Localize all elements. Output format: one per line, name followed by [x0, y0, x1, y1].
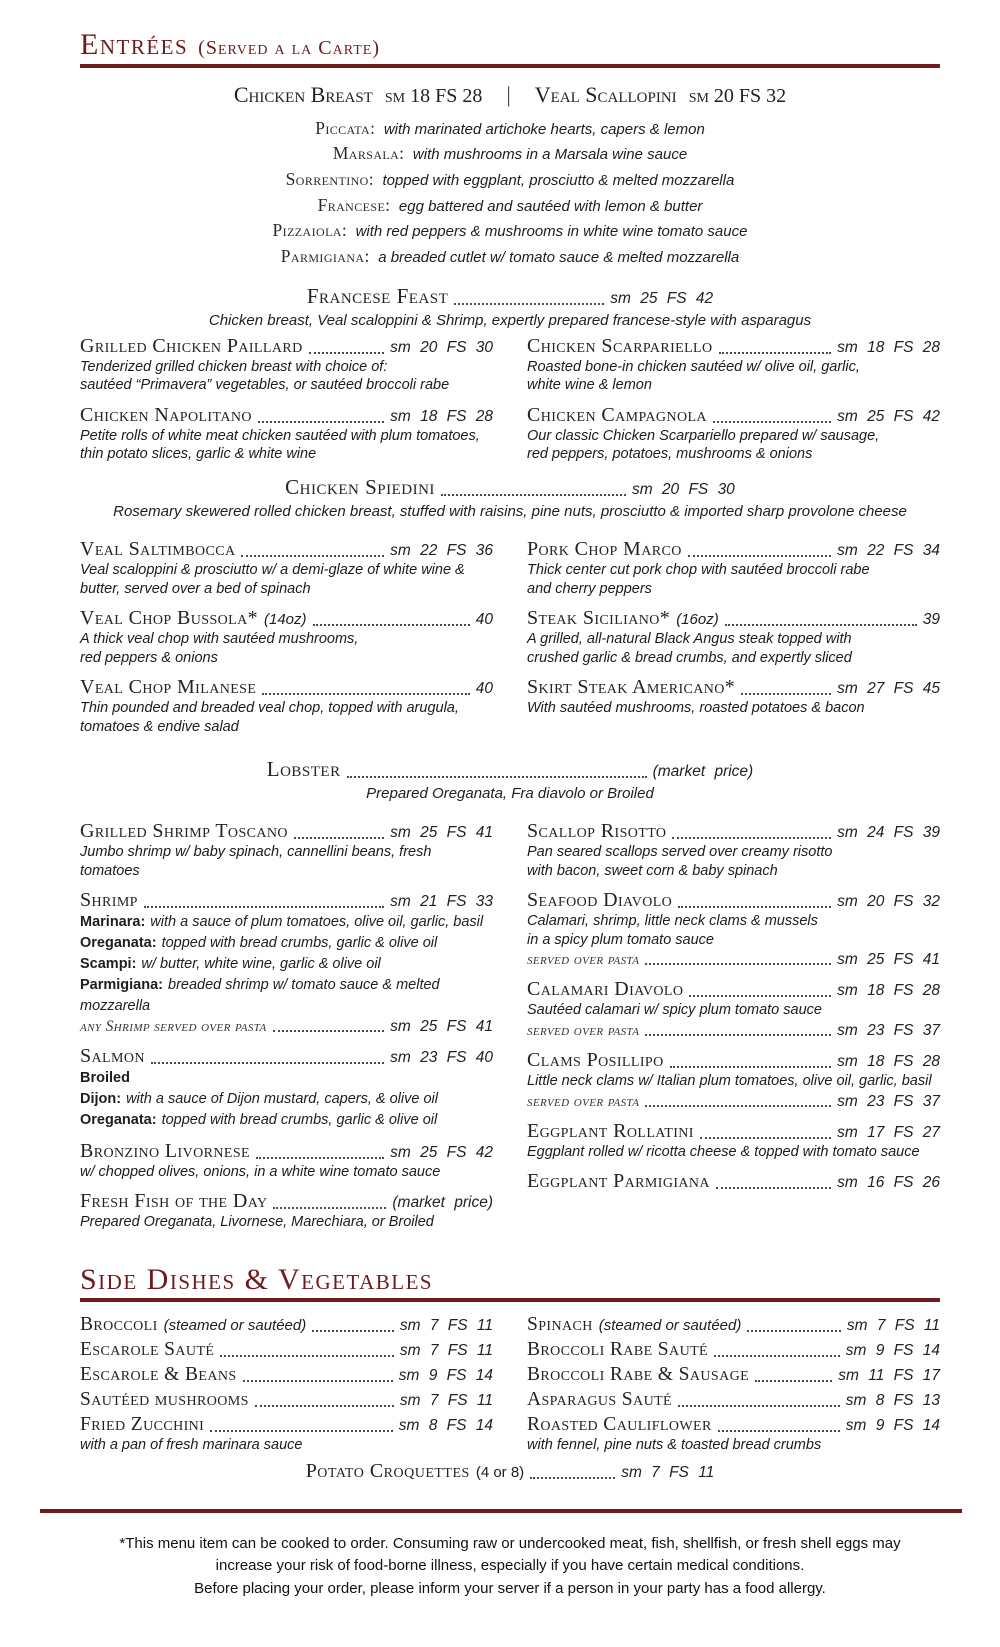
variant-label: Marinara: — [80, 914, 146, 931]
leader-dots — [719, 352, 832, 354]
item-price: sm 18 FS 28 — [837, 982, 940, 1000]
item-desc: Prepared Oreganata, Fra diavolo or Broiled — [366, 785, 654, 803]
menu-item — [527, 1170, 940, 1193]
item-price: (market price) — [392, 1194, 493, 1212]
item-desc: Pan seared scallops served over creamy risotto — [527, 844, 833, 861]
item-desc: Thick center cut pork chop with sautéed broccoli rabe — [527, 562, 870, 578]
menu-item-row — [527, 335, 940, 358]
item-price: sm 25 FS 42 — [390, 1143, 493, 1161]
variant-line — [80, 1089, 493, 1110]
item-name: Grilled Shrimp Toscano — [80, 820, 288, 843]
side-dish-row — [80, 1414, 493, 1436]
leader-dots — [747, 1330, 841, 1332]
item-pasta-option — [527, 951, 940, 969]
item-name: Salmon — [80, 1045, 145, 1068]
item-note: (4 or 8) — [475, 1463, 525, 1481]
divider-bar: | — [506, 81, 511, 107]
sides-left — [80, 1314, 493, 1458]
variant-label: Scampi: — [80, 955, 137, 972]
leader-dots — [689, 995, 831, 997]
side-dish-row — [80, 1314, 493, 1336]
item-name: Escarole & Beans — [80, 1364, 237, 1386]
francese-feast-row — [80, 284, 940, 309]
item-desc: crushed garlic & bread crumbs, and expertly sliced — [527, 649, 852, 666]
item-note: (steamed or sautéed) — [163, 1317, 307, 1335]
side-dish-item — [527, 1389, 940, 1411]
item-name: Broccoli Rabe Sauté — [527, 1339, 708, 1361]
menu-item — [527, 607, 940, 667]
item-name: Eggplant Parmigiana — [527, 1170, 710, 1193]
leader-dots — [716, 1187, 831, 1189]
menu-item-row — [527, 1049, 940, 1072]
item-name: Potato Croquettes — [305, 1459, 470, 1482]
leader-dots — [243, 1380, 393, 1382]
side-dish-item — [80, 1364, 493, 1386]
item-desc: Little neck clams w/ Italian plum tomatoes, olive oil, garlic, basil — [527, 1073, 932, 1090]
item-name: Asparagus Sauté — [527, 1389, 672, 1411]
item-price: 40 — [475, 680, 493, 698]
item-price: sm 7 FS 11 — [399, 1342, 493, 1360]
item-name: Bronzino Livornese — [80, 1139, 250, 1162]
leader-dots — [530, 1477, 615, 1479]
item-desc: A thick veal chop with sautéed mushrooms, — [80, 631, 359, 648]
menu-item-row — [80, 820, 493, 843]
item-note: (steamed or sautéed) — [598, 1317, 742, 1335]
item-name: Chicken Napolitano — [80, 403, 252, 426]
side-dish-row — [80, 1364, 493, 1386]
item-price: sm 18 FS 28 — [837, 338, 940, 356]
preparation-line — [80, 244, 940, 270]
variant-line — [80, 954, 493, 975]
leader-dots — [210, 1430, 393, 1432]
item-price: sm 20 FS 30 — [631, 481, 735, 498]
potato-croquettes-item — [80, 1460, 940, 1483]
item-pasta-option — [527, 1022, 940, 1040]
item-price: sm 8 FS 13 — [845, 1392, 940, 1410]
preparation-desc: with marinated artichoke hearts, capers & lemon — [383, 120, 705, 138]
menu-item-row — [80, 607, 493, 630]
seafood-right — [527, 820, 940, 1241]
menu-item-row — [527, 404, 940, 427]
preparation-name: Marsala: — [332, 143, 405, 164]
pasta-option-price: sm 25 FS 41 — [390, 1018, 493, 1036]
leader-dots — [645, 1034, 831, 1036]
pasta-option-price: sm 23 FS 37 — [837, 1092, 940, 1110]
item-price: sm 20 FS 30 — [390, 338, 493, 356]
menu-item-row — [80, 538, 493, 561]
leader-dots — [309, 352, 385, 354]
sides-columns — [80, 1314, 940, 1458]
item-name: Seafood Diavolo — [527, 889, 673, 912]
preparation-name: Francese: — [317, 194, 391, 215]
leader-dots — [741, 693, 831, 695]
menu-item — [80, 1140, 493, 1182]
leader-dots — [294, 837, 384, 839]
item-note: (14oz) — [264, 611, 307, 629]
menu-item — [527, 676, 940, 718]
leader-dots — [672, 837, 831, 839]
leader-dots — [241, 555, 384, 557]
preparation-line — [80, 167, 940, 193]
item-name: Fried Zucchini — [80, 1414, 205, 1436]
leader-dots — [273, 1030, 385, 1032]
item-price: sm 22 FS 34 — [837, 542, 940, 559]
leader-dots — [347, 776, 647, 778]
item-name: Spinach — [527, 1314, 593, 1336]
item-price: sm 23 FS 40 — [390, 1049, 493, 1067]
variant-line — [80, 1068, 493, 1089]
item-desc: tomatoes & endive salad — [80, 718, 239, 735]
leader-dots — [718, 1430, 840, 1432]
menu-item — [527, 820, 940, 880]
menu-item-row — [527, 676, 940, 699]
variant-label: Oreganata: — [80, 935, 157, 952]
menu-item-row — [527, 538, 940, 561]
variant-desc: with a sauce of Dijon mustard, capers, & olive oil — [126, 1091, 438, 1108]
menu-item — [527, 335, 940, 395]
item-name: Grilled Chicken Paillard — [80, 334, 303, 357]
pasta-option-price: sm 23 FS 37 — [837, 1022, 940, 1040]
side-dish-item — [527, 1414, 940, 1455]
pasta-option-name: served over pasta — [527, 1022, 640, 1040]
item-desc: With sautéed mushrooms, roasted potatoes & bacon — [527, 700, 865, 717]
variant-line — [80, 1110, 493, 1131]
seafood-columns — [80, 820, 940, 1241]
item-name: Chicken Spiedini — [285, 475, 435, 499]
entrees-heading — [80, 28, 940, 68]
side-dish-row — [527, 1389, 940, 1411]
preparation-name: Piccata: — [315, 117, 376, 138]
footer-disclaimer — [80, 1533, 940, 1601]
menu-item — [80, 404, 493, 464]
item-price: (market price) — [652, 763, 754, 781]
item-price: sm 25 FS 42 — [837, 407, 940, 425]
item-price: sm 27 FS 45 — [837, 680, 940, 698]
chicken-breast-price: sm 18 FS 28 — [384, 84, 483, 107]
leader-dots — [151, 1062, 384, 1064]
side-dish-row — [80, 1389, 493, 1411]
menu-item-row — [527, 978, 940, 1001]
item-pasta-option — [527, 1093, 940, 1111]
pasta-option-name: served over pasta — [527, 1092, 640, 1110]
item-name: Pork Chop Marco — [527, 538, 682, 560]
disclaimer-line: *This menu item can be cooked to order. Consuming raw or undercooked meat, fish, shellfish, or fresh shell eggs may — [119, 1534, 901, 1552]
potato-croquettes-row — [80, 1460, 940, 1483]
item-name: Calamari Diavolo — [527, 978, 684, 1001]
menu-item-row — [80, 676, 493, 699]
item-price: sm 17 FS 27 — [837, 1123, 940, 1141]
item-price: sm 9 FS 14 — [845, 1342, 940, 1360]
menu-item — [80, 1045, 493, 1130]
variant-desc: breaded shrimp w/ tomato sauce & melted mozzarella — [80, 976, 440, 1014]
side-dish-row — [527, 1364, 940, 1386]
chicken-spiedini-item — [80, 475, 940, 520]
item-price: sm 7 FS 11 — [846, 1317, 940, 1335]
side-dish-item — [80, 1389, 493, 1411]
leader-dots — [255, 1405, 394, 1407]
item-desc: red peppers & onions — [80, 649, 218, 666]
pasta-option-name: served over pasta — [527, 951, 640, 969]
menu-item-row — [527, 1170, 940, 1193]
item-name: Scallop Risotto — [527, 820, 667, 843]
leader-dots — [725, 624, 917, 626]
menu-item-row — [80, 335, 493, 358]
item-name: Broccoli Rabe & Sausage — [527, 1364, 750, 1386]
preparation-line — [80, 116, 940, 142]
lobster-row — [80, 757, 940, 782]
menu-item — [527, 404, 940, 464]
leader-dots — [645, 963, 831, 965]
chicken-breast-label: Chicken Breast — [233, 81, 373, 107]
item-name: Veal Chop Bussola* — [80, 607, 258, 630]
lobster-item — [80, 757, 940, 802]
item-name: Chicken Campagnola — [527, 403, 707, 426]
menu-item-row — [80, 1140, 493, 1163]
chicken-entrees-left — [80, 335, 493, 473]
item-price: sm 16 FS 26 — [837, 1174, 940, 1192]
item-desc: in a spicy plum tomato sauce — [527, 931, 714, 948]
item-name: Sautéed mushrooms — [80, 1389, 249, 1411]
item-pasta-option — [80, 1018, 493, 1036]
side-dish-item — [80, 1414, 493, 1455]
side-dish-row — [527, 1414, 940, 1436]
side-dish-item — [527, 1364, 940, 1386]
item-price: sm 20 FS 32 — [837, 893, 940, 911]
preparation-desc: with mushrooms in a Marsala wine sauce — [412, 146, 688, 164]
item-price: sm 25 FS 41 — [390, 824, 493, 842]
item-price: sm 8 FS 14 — [398, 1417, 493, 1435]
preparation-line — [80, 218, 940, 244]
item-price: sm 7 FS 11 — [399, 1392, 493, 1410]
item-desc: with bacon, sweet corn & baby spinach — [527, 862, 778, 879]
item-desc: thin potato slices, garlic & white wine — [80, 446, 317, 463]
menu-item — [80, 676, 493, 736]
menu-item — [527, 978, 940, 1040]
item-desc: with fennel, pine nuts & toasted bread crumbs — [527, 1437, 822, 1454]
item-price: sm 22 FS 36 — [390, 542, 493, 559]
item-name: Chicken Scarpariello — [527, 334, 713, 357]
item-desc: Roasted bone-in chicken sautéed w/ olive oil, garlic, — [527, 358, 860, 375]
meat-entrees-columns — [80, 538, 940, 745]
leader-dots — [670, 1066, 832, 1068]
side-dish-item — [527, 1339, 940, 1361]
item-desc: Chicken breast, Veal scaloppini & Shrimp, expertly prepared francese-style with asparagus — [208, 311, 812, 329]
item-desc: Rosemary skewered rolled chicken breast, stuffed with raisins, pine nuts, prosciutto & imported sharp provolone cheese — [113, 503, 907, 520]
pasta-option-name: any Shrimp served over pasta — [80, 1018, 267, 1036]
item-name: Broccoli — [80, 1314, 158, 1336]
variant-label: Parmigiana: — [80, 976, 163, 993]
item-price: sm 24 FS 39 — [837, 824, 940, 842]
item-name: Lobster — [266, 757, 341, 782]
item-price: sm 21 FS 33 — [390, 893, 493, 911]
leader-dots — [313, 624, 470, 626]
preparation-desc: with red peppers & mushrooms in white wine tomato sauce — [355, 223, 748, 241]
leader-dots — [755, 1380, 832, 1382]
menu-item-row — [527, 1120, 940, 1143]
sides-right — [527, 1314, 940, 1458]
preparation-desc: topped with eggplant, prosciutto & melted mozzarella — [382, 171, 735, 189]
item-desc: Jumbo shrimp w/ baby spinach, cannellini beans, fresh tomatoes — [80, 844, 432, 879]
preparation-line — [80, 193, 940, 219]
preparation-name: Pizzaiola: — [272, 220, 348, 241]
side-dish-item — [80, 1339, 493, 1361]
menu-item — [527, 1120, 940, 1162]
item-variants — [80, 912, 493, 1016]
chicken-entrees-columns — [80, 335, 940, 473]
item-desc: Tenderized grilled chicken breast with choice of: — [80, 358, 388, 375]
item-desc: w/ chopped olives, onions, in a white wine tomato sauce — [80, 1163, 441, 1180]
item-name: Shrimp — [80, 889, 138, 912]
menu-item — [527, 1049, 940, 1111]
item-price: sm 25 FS 42 — [610, 289, 714, 307]
entrees-title: Entrées — [80, 28, 189, 61]
item-desc: and cherry peppers — [527, 580, 652, 597]
item-name: Veal Chop Milanese — [80, 676, 257, 699]
item-variants — [80, 1068, 493, 1130]
leader-dots — [678, 1405, 840, 1407]
leader-dots — [454, 303, 604, 305]
menu-item — [80, 335, 493, 395]
veal-scallopini-price: sm 20 FS 32 — [688, 84, 787, 107]
leader-dots — [713, 421, 831, 423]
leader-dots — [678, 906, 831, 908]
item-name: Steak Siciliano* — [527, 607, 671, 630]
menu-item — [527, 538, 940, 598]
variant-label: Broiled — [80, 1070, 130, 1087]
item-name: Clams Posillipo — [527, 1049, 664, 1072]
menu-item-row — [80, 404, 493, 427]
menu-item — [80, 1190, 493, 1232]
menu-item — [80, 538, 493, 598]
preparation-line — [80, 141, 940, 167]
item-price: sm 11 FS 17 — [838, 1367, 940, 1385]
item-name: Francese Feast — [306, 283, 449, 308]
francese-feast-item — [80, 284, 940, 329]
pasta-option-price: sm 25 FS 41 — [837, 951, 940, 969]
item-price: sm 7 FS 11 — [621, 1463, 715, 1481]
meat-entrees-left — [80, 538, 493, 745]
item-name: Veal Saltimbocca — [80, 538, 236, 560]
item-desc: butter, served over a bed of spinach — [80, 580, 311, 597]
item-desc: Thin pounded and breaded veal chop, topped with arugula, — [80, 700, 459, 717]
menu-item — [527, 889, 940, 969]
side-dish-row — [80, 1339, 493, 1361]
menu-item-row — [80, 1045, 493, 1068]
leader-dots — [700, 1137, 831, 1139]
menu-item-row — [527, 889, 940, 912]
item-desc: A grilled, all-natural Black Angus steak topped with — [527, 631, 852, 648]
leader-dots — [273, 1207, 386, 1209]
item-price: sm 9 FS 14 — [845, 1417, 940, 1435]
leader-dots — [645, 1105, 831, 1107]
chicken-entrees-right — [527, 335, 940, 473]
disclaimer-line: Before placing your order, please inform your server if a person in your party has a food allergy. — [194, 1579, 826, 1597]
side-dish-row — [527, 1339, 940, 1361]
item-desc: red peppers, potatoes, mushrooms & onions — [527, 446, 813, 463]
menu-item-row — [80, 1190, 493, 1213]
item-price: 40 — [475, 611, 493, 629]
leader-dots — [312, 1330, 394, 1332]
item-price: sm 18 FS 28 — [837, 1053, 940, 1071]
item-desc: Prepared Oreganata, Livornese, Marechiara, or Broiled — [80, 1214, 434, 1231]
variant-line — [80, 975, 493, 1017]
leader-dots — [688, 555, 831, 557]
variant-desc: topped with bread crumbs, garlic & olive oil — [161, 935, 438, 952]
item-price: sm 18 FS 28 — [390, 407, 493, 425]
side-dish-item — [80, 1314, 493, 1336]
menu-item-row — [527, 607, 940, 630]
item-name: Fresh Fish of the Day — [80, 1190, 268, 1213]
menu-item-row — [527, 820, 940, 843]
item-desc: Sautéed calamari w/ spicy plum tomato sauce — [527, 1002, 822, 1019]
item-desc: with a pan of fresh marinara sauce — [80, 1437, 303, 1454]
item-price: 39 — [922, 611, 940, 629]
item-desc: Calamari, shrimp, little neck clams & mussels — [527, 913, 818, 930]
leader-dots — [144, 906, 384, 908]
leader-dots — [258, 421, 384, 423]
preparation-desc: egg battered and sautéed with lemon & butter — [398, 197, 703, 215]
item-name: Escarole Sauté — [80, 1339, 215, 1361]
preparation-name: Sorrentino: — [285, 168, 374, 189]
leader-dots — [220, 1355, 394, 1357]
meat-entrees-right — [527, 538, 940, 745]
side-dish-item — [527, 1314, 940, 1336]
leader-dots — [256, 1157, 384, 1159]
entrees-subtitle: (Served a la Carte) — [198, 37, 380, 59]
sides-heading — [80, 1263, 940, 1303]
leader-dots — [262, 693, 469, 695]
footer-divider — [40, 1509, 962, 1513]
preparations-list — [80, 116, 940, 270]
item-desc: Eggplant rolled w/ ricotta cheese & topped with tomato sauce — [527, 1143, 920, 1160]
variant-line — [80, 933, 493, 954]
variant-label: Oreganata: — [80, 1111, 157, 1128]
leader-dots — [714, 1355, 840, 1357]
item-desc: Our classic Chicken Scarpariello prepared w/ sausage, — [527, 427, 880, 444]
item-desc: Petite rolls of white meat chicken sautéed with plum tomatoes, — [80, 427, 480, 444]
item-desc: Veal scaloppini & prosciutto w/ a demi-glaze of white wine & — [80, 562, 465, 578]
disclaimer-line: increase your risk of food-borne illness, especially if you have certain medical conditions. — [215, 1557, 805, 1575]
variant-label: Dijon: — [80, 1091, 122, 1108]
variant-desc: w/ butter, white wine, garlic & olive oil — [141, 955, 381, 972]
veal-scallopini-label: Veal Scallopini — [534, 81, 677, 107]
item-desc: white wine & lemon — [527, 377, 652, 394]
side-dish-row — [527, 1314, 940, 1336]
sides-title: Side Dishes & Vegetables — [80, 1262, 434, 1296]
preparation-name: Parmigiana: — [280, 246, 370, 267]
menu-item — [80, 889, 493, 1036]
menu-item-row — [80, 889, 493, 912]
item-price: sm 7 FS 11 — [399, 1317, 493, 1335]
item-name: Skirt Steak Americano* — [527, 676, 736, 699]
chicken-veal-header — [80, 82, 940, 108]
item-desc: sautéed “Primavera” vegetables, or sautéed broccoli rabe — [80, 377, 450, 394]
item-price: sm 9 FS 14 — [398, 1367, 493, 1385]
menu-item — [80, 820, 493, 880]
seafood-left — [80, 820, 493, 1241]
menu-item — [80, 607, 493, 667]
item-name: Roasted Cauliflower — [527, 1414, 712, 1436]
item-note: (16oz) — [676, 611, 719, 629]
variant-desc: topped with bread crumbs, garlic & olive oil — [161, 1111, 438, 1128]
chicken-spiedini-row — [80, 475, 940, 500]
variant-desc: with a sauce of plum tomatoes, olive oil, garlic, basil — [150, 914, 484, 931]
item-name: Eggplant Rollatini — [527, 1119, 694, 1142]
leader-dots — [441, 494, 626, 496]
preparation-desc: a breaded cutlet w/ tomato sauce & melted mozzarella — [378, 249, 740, 267]
variant-line — [80, 912, 493, 933]
